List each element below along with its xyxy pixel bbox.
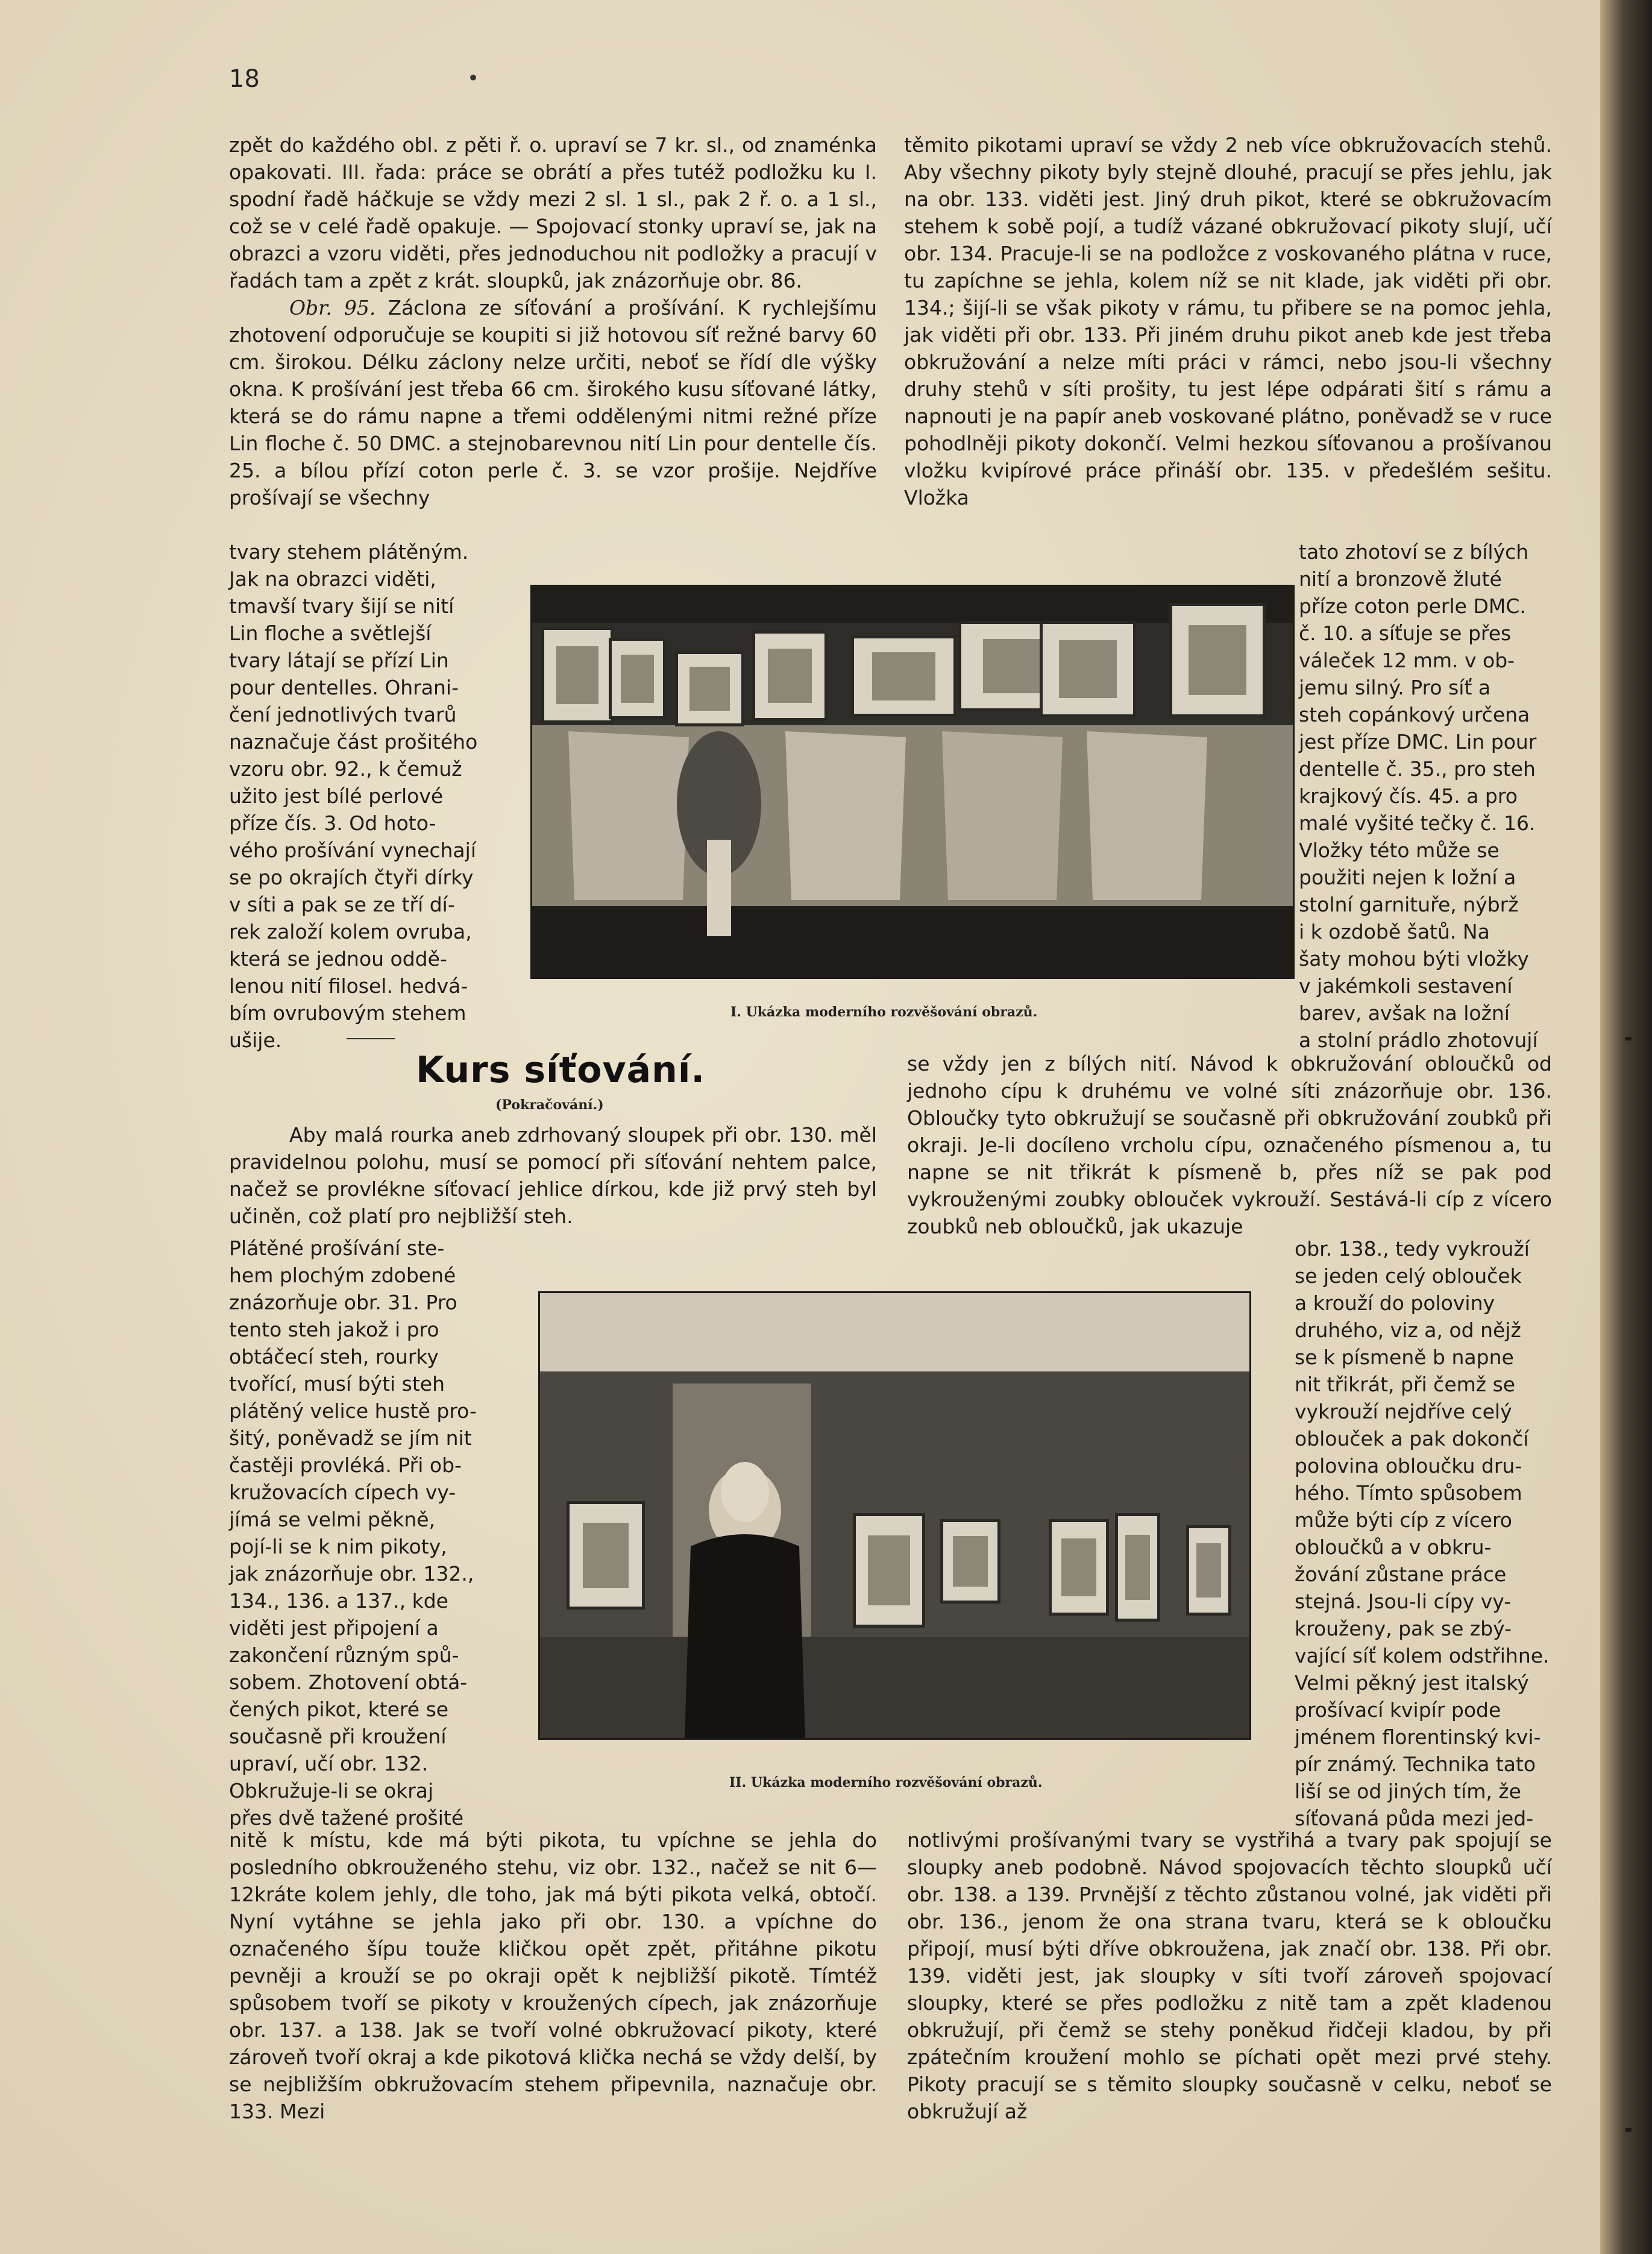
text-line: obtáčecí steh, rourky — [229, 1345, 439, 1368]
text-line: častěji provléká. Při ob- — [229, 1453, 462, 1477]
text-line: pour dentelles. Ohrani- — [229, 676, 459, 699]
paragraph-text: Záclona ze síťování a prošívání. K rychlejšímu zhotovení odporučuje se koupiti si již hotovou síť režné barvy 60 cm. širokou. Délku záclony nelze určiti, neboť se řídí dle výšky okna. K prošívání jest třeba 66 cm. širokého kusu síťované látky, která se do rámu napne a třemi oddělenými nitmi režné příze Lin floche č. 50 DMC. a stejnobarevnou nití Lin pour dentelle čís. 25. a bílou přízí coton perle č. 3. se vzor prošije. Nejdříve prošívají se všechny — [229, 296, 877, 509]
text-line: upraví, učí obr. 132. — [229, 1752, 429, 1775]
text-line: jímá se velmi pěkně, — [229, 1508, 436, 1531]
text-line: příze coton perle DMC. — [1299, 594, 1526, 618]
text-line: jménem florentinský kvi- — [1295, 1725, 1541, 1749]
text-line: stolní garnituře, nýbrž — [1299, 893, 1519, 916]
text-line: v jakémkoli sestavení — [1299, 974, 1513, 998]
text-line: bím ovrubovým stehem — [229, 1001, 466, 1025]
column-right-mid — [907, 1050, 1552, 1240]
text-line: steh copánkový určena — [1299, 703, 1530, 726]
text-line: lenou nití filosel. hedvá- — [229, 974, 468, 998]
section-heading: Kurs síťování. — [416, 1049, 706, 1091]
framed-picture — [1169, 603, 1266, 717]
framed-picture — [752, 631, 828, 721]
text-line: použiti nejen k ložní a — [1299, 866, 1516, 889]
framed-picture — [567, 1501, 645, 1610]
text-line: liší se od jiných tím, že — [1295, 1780, 1521, 1803]
text-line: viděti jest připojení a — [229, 1616, 439, 1640]
text-line: prošívací kvipír pode — [1295, 1698, 1501, 1722]
text-line: jemu silný. Pro síť a — [1299, 676, 1491, 699]
text-line: tvořící, musí býti steh — [229, 1372, 445, 1396]
framed-picture — [1115, 1513, 1160, 1622]
paragraph: notlivými prošívanými tvary se vystřihá a tvary pak spojují se sloupky aneb podobně. Návod spojovacích těchto sloupků učí obr. 138. a 139. Prvnější z těchto zůstanou volné, jak viděti při obr. 136., jenom že ona strana tvaru, která se k obloučku připojí, musí býti dříve obkroužena, jak značí obr. 138. Při obr. 139. viděti jest, jak sloupky v síti tvoří zároveň spojovací sloupky, které se přes podložku z nitě tam a zpět kladenou obkružují, při čemž se stehy poněkud řidčeji kladou, by při zpátečním kroužení mohlo se píchati opět mezi prvé stehy. Pikoty pracují se s těmito sloupky současně v celku, neboť se obkružují až — [907, 1828, 1552, 2123]
text-line: která se jednou oddě- — [229, 947, 447, 971]
text-line: malé vyšité tečky č. 16. — [1299, 811, 1536, 835]
text-line: Plátěné prošívání ste- — [229, 1236, 445, 1260]
spine-mark — [1625, 1037, 1632, 1040]
text-line: Jak na obrazci viděti, — [229, 567, 436, 591]
text-line: sobem. Zhotovení obtá- — [229, 1670, 468, 1694]
spine-mark — [1625, 2128, 1632, 2132]
book-spine — [1600, 0, 1652, 2254]
text-line: tento steh jakož i pro — [229, 1318, 439, 1341]
text-line: krouženy, pak se zbý- — [1295, 1617, 1512, 1640]
text-line: a krouží do poloviny — [1295, 1291, 1495, 1315]
framed-picture — [853, 1513, 925, 1628]
text-line: tvary látají se přízí Lin — [229, 649, 449, 672]
column-left-narrow — [229, 538, 530, 1054]
column-right-top — [904, 131, 1552, 511]
framed-picture — [940, 1519, 1000, 1604]
text-line: čených pikot, které se — [229, 1698, 449, 1721]
text-line: kružovacích cípech vy- — [229, 1481, 456, 1504]
figure-2-caption: II. Ukázka moderního rozvěšování obrazů. — [729, 1775, 1043, 1790]
text-line: vykrouží nejdříve celý — [1295, 1400, 1512, 1423]
text-line: šitý, poněvadž se jím nit — [229, 1426, 472, 1450]
text-line: jak znázorňuje obr. 132., — [229, 1562, 474, 1585]
text-line: barev, avšak na ložní — [1299, 1001, 1510, 1025]
page-mark: • — [467, 66, 480, 90]
section-subheading: (Pokračování.) — [495, 1097, 604, 1113]
paragraph: těmito pikotami upraví se vždy 2 neb více obkružovacích stehů. Aby všechny pikoty byly stejně dlouhé, pracují se přes jehlu, jak na obr. 133. viděti jest. Jiný druh pikot, které se obkružovacím stehem k sobě pojí, a tudíž vázané obkružovací pikoty slují, učí obr. 134. Pracuje-li se na podložce z voskovaného plátna v ruce, tu zapíchne se jehla, kolem níž se nit klade, jak viděti při obr. 134.; šijí-li se však pikoty v rámu, tu přibere se na pomoc jehla, jak viděti při obr. 133. Při jiném druhu pikot aneb kde jest třeba obkružování a nelze míti práci v rámci, nebo jsou-li všechny druhy stehů v síti prošity, tu jest lépe odpárati šití s rámu a napnouti je na papír aneb voskované plátno, poněvadž se v ruce pohodlněji pikoty dokončí. Velmi hezkou síťovanou a prošívanou vložku kvipírové práce přináší obr. 135. v předešlém sešitu. Vložka — [904, 133, 1552, 509]
text-line: vého prošívání vynechají — [229, 839, 476, 862]
text-line: síťovaná půda mezi jed- — [1295, 1807, 1534, 1830]
text-line: ušije. — [229, 1028, 282, 1052]
text-line: druhého, viz a, od nějž — [1295, 1318, 1521, 1342]
paragraph: nitě k místu, kde má býti pikota, tu vpíchne se jehla do posledního obkrouženého stehu, viz obr. 132., načež se nit 6—12kráte kolem jehly, dle toho, jak má býti pikota velká, obtočí. Nyní vytáhne se jehla jako při obr. 130. a vpíchne do označeného šípu touže kličkou opět zpět, přitáhne pikotu pevněji a krouží se po okraji opět k nejbližší pikotě. Tímtéž spůsobem tvoří se pikoty v kroužených cípech, jak znázorňuje obr. 137. a 138. Jak se tvoří volné obkružovací pikoty, které zároveň tvoří okraj a kde pikotová klička nechá se vždy delší, by se nejbližším obkružovacím stehem připevnila, naznačuje obr. 133. Mezi — [229, 1828, 877, 2123]
text-line: č. 10. a síťuje se přes — [1299, 622, 1512, 645]
text-line: znázorňuje obr. 31. Pro — [229, 1291, 457, 1314]
column-right-bottom — [907, 1827, 1552, 2125]
text-line: Velmi pěkný jest italský — [1295, 1671, 1529, 1695]
text-line: pojí-li se k nim pikoty, — [229, 1535, 447, 1558]
column-left-narrow-2 — [229, 1235, 488, 1831]
text-line: žování zůstane práce — [1295, 1563, 1507, 1586]
column-left-top — [229, 131, 877, 511]
separator-rule — [347, 1038, 395, 1039]
text-line: přes dvě tažené prošité — [229, 1806, 464, 1830]
text-line: může býti cíp z vícero — [1295, 1508, 1512, 1532]
text-line: v síti a pak se ze tří dí- — [229, 893, 455, 916]
text-line: jest příze DMC. Lin pour — [1299, 730, 1537, 754]
text-line: současně při kroužení — [229, 1725, 447, 1748]
text-line: Lin floche a světlejší — [229, 622, 432, 645]
page-number: 18 — [229, 65, 260, 93]
framed-picture — [1186, 1525, 1231, 1616]
framed-picture — [1040, 621, 1136, 717]
text-line: tmavší tvary šijí se nití — [229, 594, 454, 618]
figure-ref: Obr. 95. — [289, 296, 376, 320]
text-line: zakončení různým spů- — [229, 1643, 459, 1667]
framed-picture — [541, 627, 614, 723]
text-line: nit třikrát, při čemž se — [1295, 1373, 1516, 1396]
paragraph: zpět do každého obl. z pěti ř. o. upraví se 7 kr. sl., od znaménka opakovati. III. řada: práce se obrátí a přes tutéž podložku ku I. spodní řadě háčkuje se vždy mezi 2 sl. 1 sl., pak 2 ř. o. a 1 sl., což se v celé řadě opakuje. — Spojovací stonky upraví se, jak na obrazci a vzoru viděti, přes jednoduchou nit podložky a pracují v řadách tam a zpět z krát. sloupků, jak znázorňuje obr. 86. — [229, 133, 877, 292]
text-line: se jeden celý oblouček — [1295, 1264, 1522, 1288]
text-line: oblouček a pak dokončí — [1295, 1427, 1529, 1450]
text-line: váleček 12 mm. v ob- — [1299, 649, 1515, 672]
text-line: čení jednotlivých tvarů — [229, 703, 457, 726]
text-line: krajkový čís. 45. a pro — [1299, 784, 1518, 808]
text-line: dentelle č. 35., pro steh — [1299, 757, 1536, 781]
text-line: stejná. Jsou-li cípy vy- — [1295, 1590, 1512, 1613]
text-line: plátěný velice hustě pro- — [229, 1399, 477, 1423]
framed-picture — [1049, 1519, 1109, 1616]
text-line: a stolní prádlo zhotovují — [1299, 1028, 1538, 1052]
paragraph: se vždy jen z bílých nití. Návod k obkružování obloučků od jednoho cípu k druhému ve volné síti znázorňuje obr. 136. Obloučky tyto obkružují se současně při obkružování zoubků při okraji. Je-li docíleno vrcholu cípu, označeného písmenou a, tu napne se nit třikrát k písmeně b, přes níž se pak pod vykrouženými zoubky oblouček vykrouží. Sestává-li cíp z vícero zoubků neb obloučků, jak ukazuje — [907, 1052, 1552, 1238]
text-line: vající síť kolem odstřihne. — [1295, 1644, 1550, 1667]
text-line: hem plochým zdobené — [229, 1264, 456, 1287]
column-left-intro — [229, 1121, 877, 1230]
paragraph — [229, 294, 877, 511]
text-line: 134., 136. a 137., kde — [229, 1589, 448, 1613]
column-right-narrow — [1299, 538, 1552, 1054]
text-line: příze čís. 3. Od hoto- — [229, 811, 436, 835]
text-line: šaty mohou býti vložky — [1299, 947, 1529, 971]
text-line: obr. 138., tedy vykrouží — [1295, 1237, 1530, 1261]
text-line: se k písmeně b napne — [1295, 1346, 1514, 1369]
text-line: Obkružuje-li se okraj — [229, 1779, 434, 1802]
text-line: pír známý. Technika tato — [1295, 1752, 1536, 1776]
text-line: nití a bronzově žluté — [1299, 567, 1502, 591]
paragraph: Aby malá rourka aneb zdrhovaný sloupek při obr. 130. měl pravidelnou polohu, musí se pomocí při síťování nehtem palce, načež se provlékne síťovací jehlice dírkou, kde již prvý steh byl učiněn, což platí pro nejbližší steh. — [229, 1123, 877, 1228]
text-line: naznačuje část prošitého — [229, 730, 478, 754]
text-line: polovina obloučku dru- — [1295, 1454, 1522, 1478]
column-left-bottom — [229, 1827, 877, 2125]
text-line: vzoru obr. 92., k čemuž — [229, 757, 462, 781]
text-line: hého. Tímto spůsobem — [1295, 1481, 1522, 1505]
column-right-narrow-2 — [1295, 1235, 1552, 1832]
text-line: obloučků a v obkru- — [1295, 1535, 1492, 1559]
figure-1-caption: I. Ukázka moderního rozvěšování obrazů. — [730, 1004, 1038, 1020]
text-line: tato zhotoví se z bílých — [1299, 540, 1529, 564]
text-line: se po okrajích čtyři dírky — [229, 866, 474, 889]
text-line: Vložky této může se — [1299, 839, 1500, 862]
framed-picture — [675, 651, 744, 726]
framed-picture — [609, 638, 666, 719]
framed-picture — [851, 635, 956, 717]
text-line: rek založí kolem ovruba, — [229, 920, 472, 943]
text-line: tvary stehem plátěným. — [229, 540, 469, 564]
text-line: užito jest bílé perlové — [229, 784, 444, 808]
text-line: i k ozdobě šatů. Na — [1299, 920, 1490, 943]
